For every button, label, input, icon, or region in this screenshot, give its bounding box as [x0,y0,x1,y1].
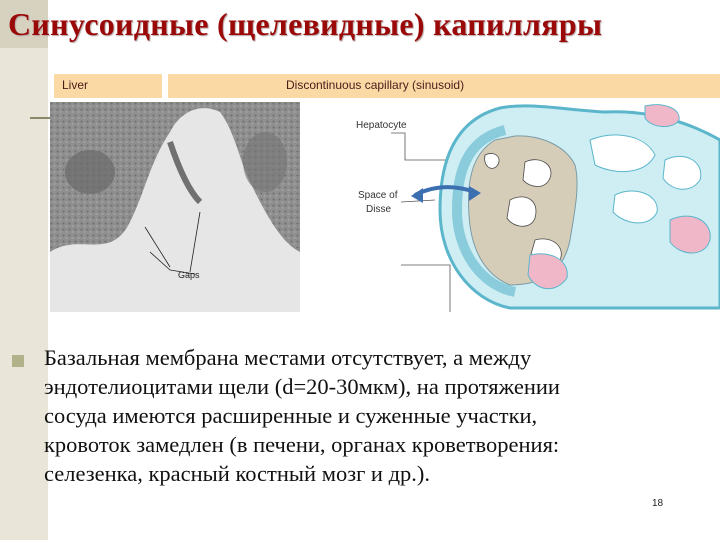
hepatocyte-label: Hepatocyte [356,120,407,131]
slide-number: 18 [652,498,664,509]
slide-title: Синусоидные (щелевидные) капилляры [8,6,603,42]
body-line: эндотелиоцитами щели (d=20-30мкм), на протяжении [44,374,560,399]
figure-header-liver-label: Liver [62,78,89,92]
figure-header-capillary-label: Discontinuous capillary (sinusoid) [286,78,465,92]
sinusoid-diagram [345,100,720,312]
body-line: сосуда имеются расширенные и суженные участки, [44,403,538,428]
left-accent-bar [0,0,48,540]
gaps-label: Gaps [178,270,200,280]
body-line: Базальная мембрана местами отсутствует, а между [44,345,532,370]
body-line: селезенка, красный костный мозг и др.). [44,461,431,486]
figure [50,72,720,312]
space-of-disse-label-1: Space of [358,190,398,201]
electron-micrograph [50,102,300,312]
space-of-disse-label-2: Disse [366,204,392,215]
body-text [44,343,704,488]
bullet-marker [12,355,24,367]
title-rule [30,117,50,119]
figure-header-liver [54,74,162,98]
body-line: кровоток замедлен (в печени, органах кроветворения: [44,432,560,457]
figure-header-capillary [168,74,720,98]
